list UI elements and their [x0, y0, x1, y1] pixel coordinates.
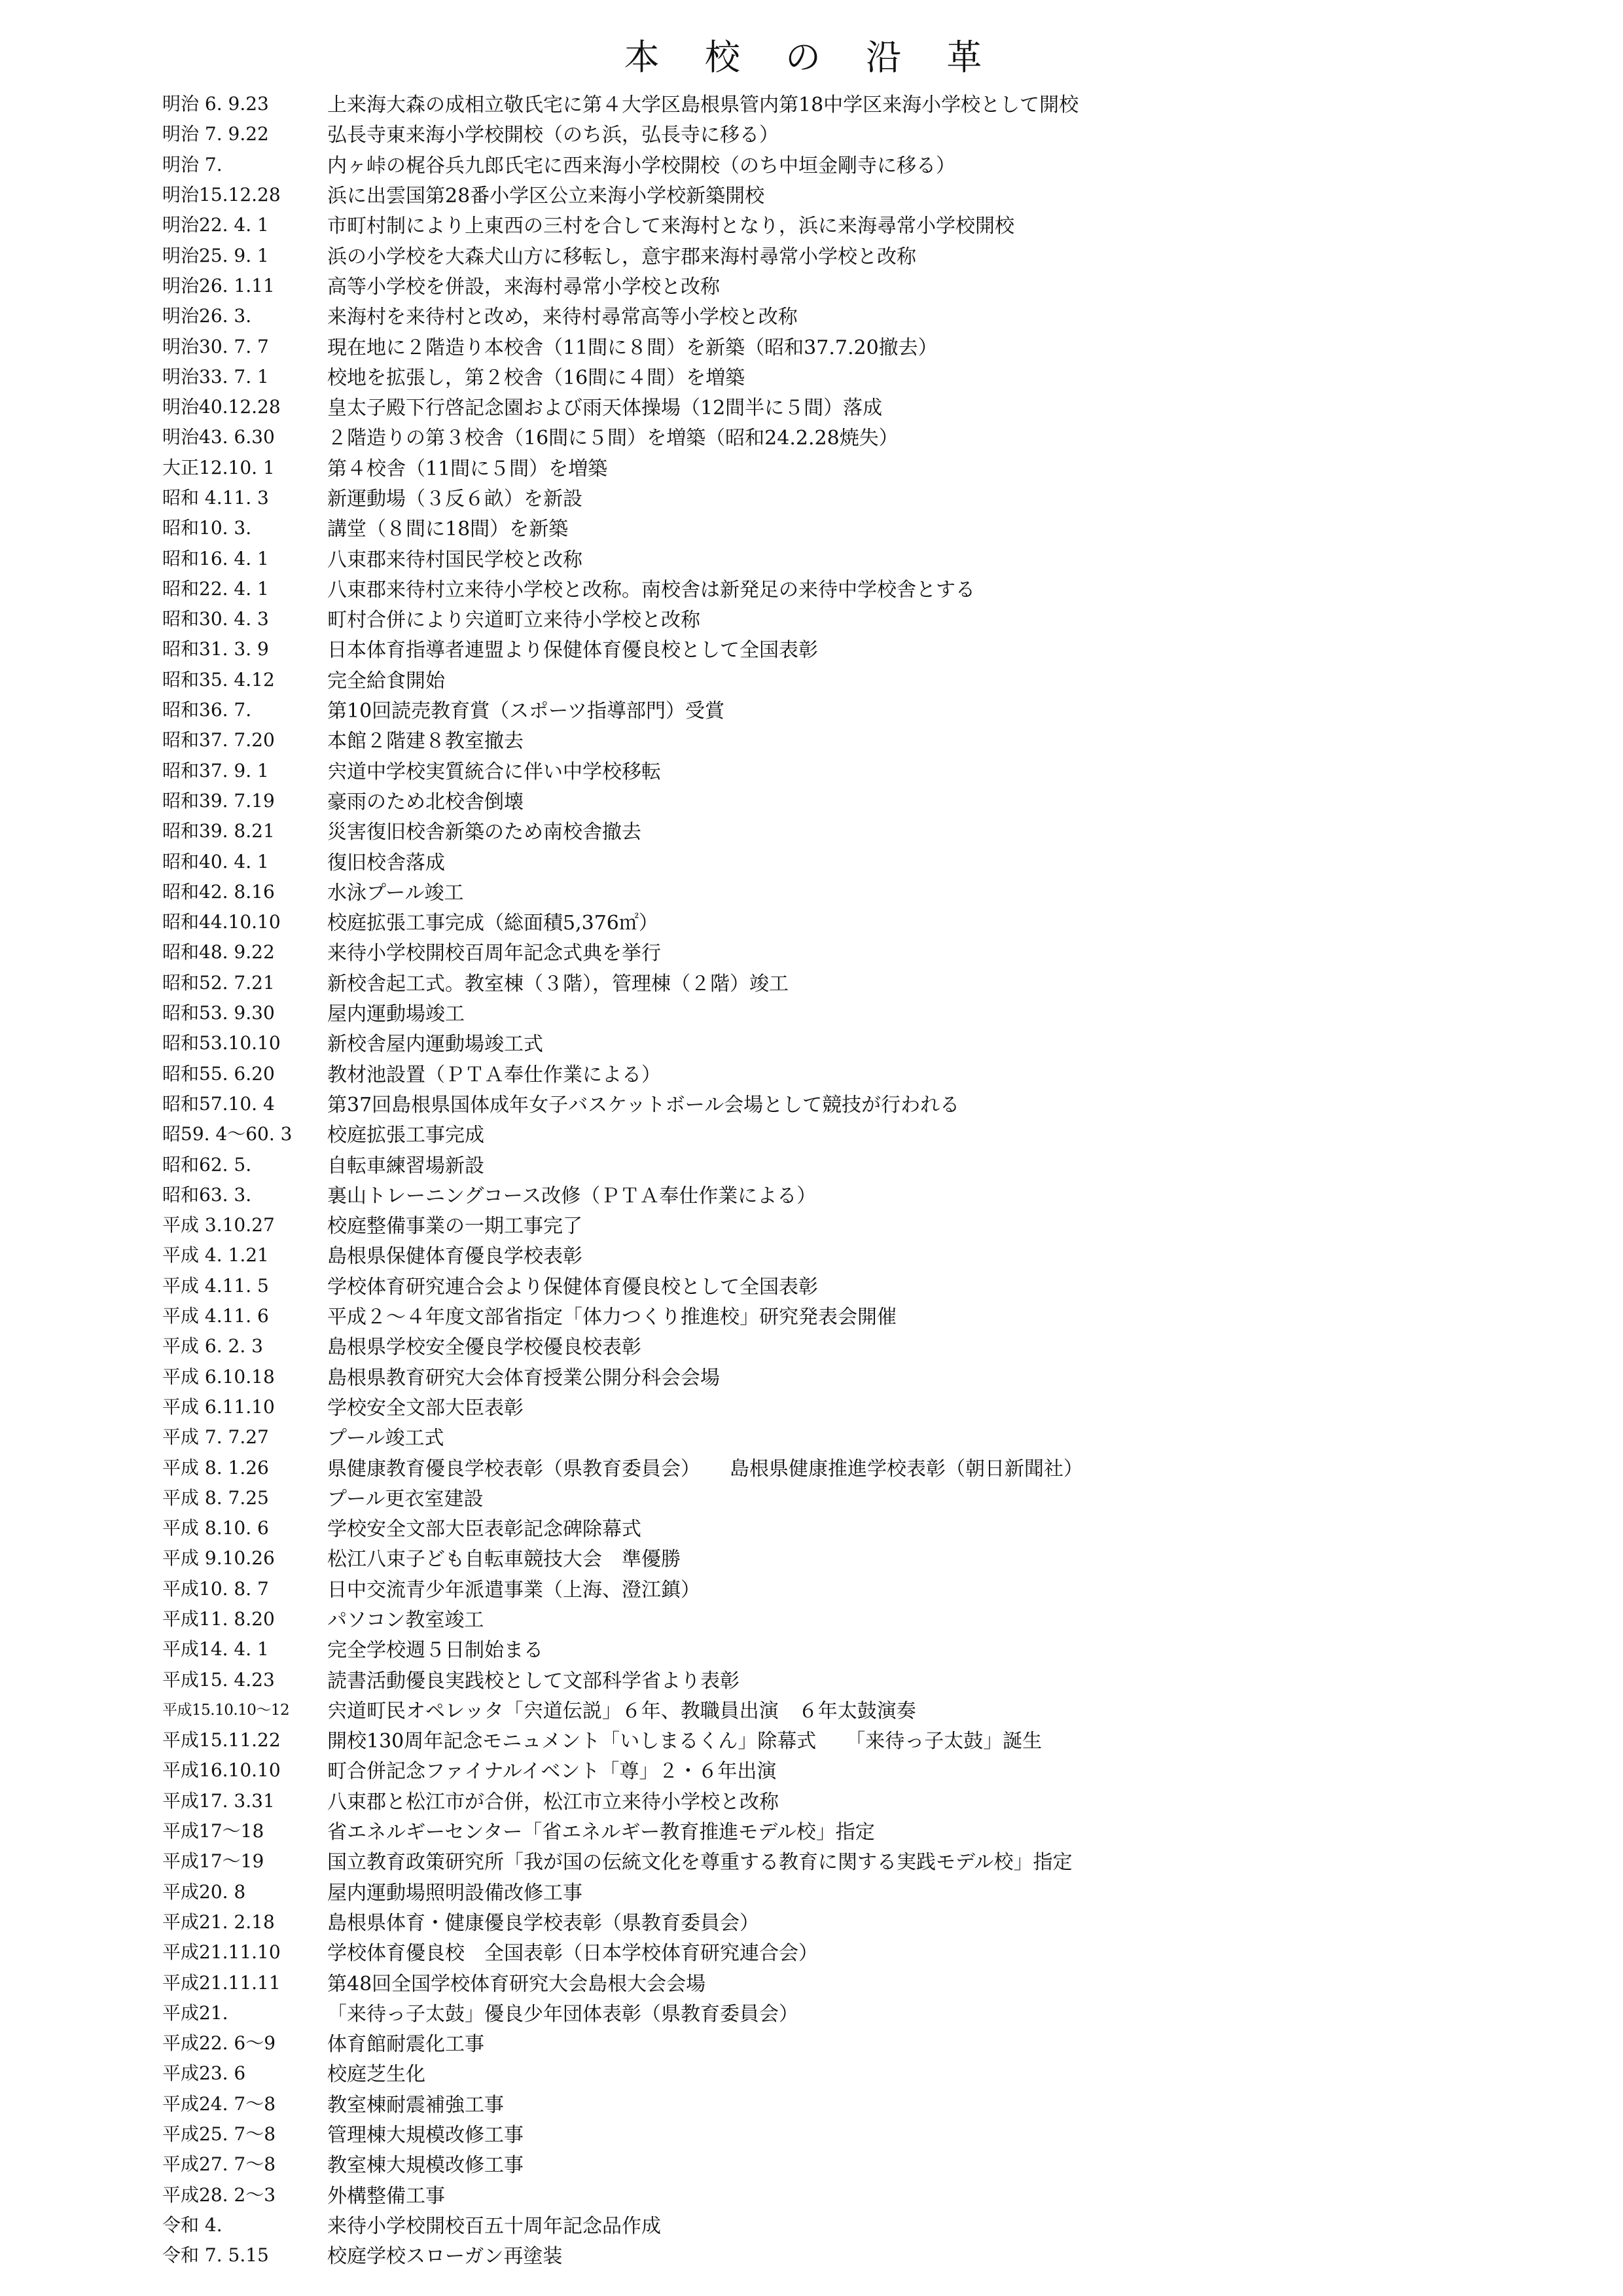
entry-event: 豪雨のため北校舎倒壊: [327, 790, 524, 814]
history-entry: [162, 1027, 1510, 1057]
entry-date: 平成28. 2〜3: [162, 2183, 276, 2206]
entry-event: 上来海大森の成相立敬氏宅に第４大学区島根県管内第18中学区来海小学校として開校: [327, 94, 1079, 117]
history-entry: [162, 1633, 1510, 1663]
entry-event: プール竣工式: [327, 1427, 444, 1450]
entry-date: 令和 7. 5.15: [162, 2244, 269, 2267]
entry-date: 昭和22. 4. 1: [162, 577, 269, 600]
entry-event: 島根県教育研究大会体育授業公開分科会会場: [327, 1366, 720, 1390]
entry-event: 島根県体育・健康優良学校表彰（県教育委員会）: [327, 1911, 759, 1935]
entry-date: 昭和53. 9.30: [162, 1002, 275, 1024]
history-entry: [162, 1997, 1510, 2027]
entry-event: 完全給食開始: [327, 669, 445, 692]
entry-date: 平成11. 8.20: [162, 1607, 275, 1630]
entry-date: 明治 7. 9.22: [162, 123, 269, 145]
entry-date: 平成21.11.11: [162, 1971, 281, 1994]
entry-date: 平成17. 3.31: [162, 1789, 275, 1812]
history-entry: [162, 1694, 1510, 1724]
entry-date: 平成15.11.22: [162, 1729, 281, 1751]
entry-date: 昭和36. 7.: [162, 699, 252, 721]
entry-date: 昭和 4.11. 3: [162, 487, 269, 509]
entry-date: 昭和37. 7.20: [162, 729, 275, 751]
entry-event: 学校安全文部大臣表彰: [327, 1396, 524, 1420]
history-entry: [162, 603, 1510, 633]
history-entry: [162, 1785, 1510, 1815]
entry-date: 平成 4. 1.21: [162, 1244, 269, 1266]
entry-event: 弘長寺東来海小学校開校（のち浜，弘長寺に移る）: [327, 124, 779, 147]
entry-date: 平成 4.11. 6: [162, 1305, 269, 1327]
entry-event: 県健康教育優良学校表彰（県教育委員会） 島根県健康推進学校表彰（朝日新聞社）: [327, 1457, 1083, 1480]
entry-event: 本館２階建８教室撤去: [327, 730, 524, 753]
history-entry: [162, 2148, 1510, 2178]
entry-date: 昭和39. 7.19: [162, 789, 275, 812]
entry-date: 平成16.10.10: [162, 1759, 281, 1782]
entry-event: 来待小学校開校百五十周年記念品作成: [327, 2214, 661, 2238]
entry-event: 第４校舎（11間に５間）を増築: [327, 457, 608, 480]
history-entry: [162, 88, 1510, 118]
entry-date: 平成 8. 7.25: [162, 1486, 269, 1509]
entry-date: 明治 6. 9.23: [162, 93, 269, 115]
history-entry: [162, 1209, 1510, 1239]
entry-date: 昭和10. 3.: [162, 517, 252, 539]
entry-date: 昭和35. 4.12: [162, 668, 275, 691]
history-entry: [162, 1845, 1510, 1875]
entry-date: 昭和37. 9. 1: [162, 759, 269, 781]
entry-date: 昭和52. 7.21: [162, 971, 275, 994]
entry-event: 読書活動優良実践校として文部科学省より表彰: [327, 1669, 740, 1693]
history-entry: [162, 270, 1510, 300]
history-entry: [162, 1966, 1510, 1996]
entry-date: 平成 8.10. 6: [162, 1517, 269, 1539]
entry-event: 町村合併により宍道町立来待小学校と改称: [327, 609, 700, 632]
entry-event: 教室棟大規模改修工事: [327, 2154, 524, 2178]
entry-event: 日中交流青少年派遣事業（上海、澄江鎮）: [327, 1578, 700, 1602]
entry-event: 省エネルギーセンター「省エネルギー教育推進モデル校」指定: [327, 1821, 875, 1844]
entry-date: 明治22. 4. 1: [162, 214, 269, 236]
entry-event: 来海村を来待村と改め，来待村尋常高等小学校と改称: [327, 306, 798, 329]
entry-event: ２階造りの第３校舎（16間に５間）を増築（昭和24.2.28焼失）: [327, 427, 899, 450]
history-entry: [162, 1512, 1510, 1542]
entry-event: 校庭学校スローガン再塗装: [327, 2245, 563, 2269]
history-entry: [162, 512, 1510, 542]
entry-event: 平成２〜４年度文部省指定「体力つくり推進校」研究発表会開催: [327, 1306, 897, 1329]
entry-date: 明治26. 3.: [162, 305, 252, 327]
history-entry: [162, 542, 1510, 572]
entry-event: 講堂（８間に18間）を新築: [327, 518, 569, 541]
entry-date: 平成 8. 1.26: [162, 1456, 269, 1479]
entry-date: 平成21.: [162, 2001, 228, 2024]
history-entry: [162, 1058, 1510, 1088]
entry-event: 浜の小学校を大森犬山方に移転し，意宇郡来海村尋常小学校と改称: [327, 245, 916, 268]
entry-event: 新運動場（３反６畝）を新設: [327, 488, 582, 511]
history-entry: [162, 1179, 1510, 1209]
history-entry: [162, 664, 1510, 694]
history-entry: [162, 815, 1510, 845]
entry-date: 昭和48. 9.22: [162, 941, 275, 963]
entry-date: 昭和55. 6.20: [162, 1062, 275, 1085]
history-entry: [162, 694, 1510, 724]
entry-event: 校庭拡張工事完成: [327, 1124, 484, 1147]
entry-event: 浜に出雲国第28番小学区公立来海小学校新築開校: [327, 185, 765, 208]
history-entry: [162, 1754, 1510, 1784]
entry-date: 平成14. 4. 1: [162, 1638, 269, 1660]
history-entry: [162, 936, 1510, 966]
entry-date: 明治43. 6.30: [162, 426, 275, 448]
history-entry: [162, 2239, 1510, 2269]
entry-event: 八束郡来待村立来待小学校と改称。南校舎は新発足の来待中学校舎とする: [327, 578, 975, 601]
entry-event: 復旧校舎落成: [327, 851, 445, 874]
history-entry: [162, 1482, 1510, 1512]
entry-event: 町合併記念ファイナルイベント「尊」２・６年出演: [327, 1760, 777, 1784]
entry-date: 平成15.10.10〜12: [162, 1702, 290, 1719]
entry-date: 大正12.10. 1: [162, 456, 275, 478]
entry-event: 宍道町民オペレッタ「宍道伝説」６年、教職員出演 ６年太鼓演奏: [327, 1699, 916, 1723]
entry-date: 平成 4.11. 5: [162, 1274, 269, 1297]
entry-date: 昭和31. 3. 9: [162, 638, 269, 660]
entry-date: 昭59. 4〜60. 3: [162, 1123, 293, 1145]
entry-event: 校地を拡張し，第２校舎（16間に４間）を増築: [327, 366, 745, 389]
history-entry: [162, 1663, 1510, 1693]
history-entry: [162, 1118, 1510, 1148]
entry-event: 教室棟耐震補強工事: [327, 2093, 504, 2117]
entry-date: 平成10. 8. 7: [162, 1577, 269, 1600]
entry-event: 第37回島根県国体成年女子バスケットボール会場として競技が行われる: [327, 1093, 960, 1117]
entry-event: 「来待っ子太鼓」優良少年団体表彰（県教育委員会）: [327, 2002, 798, 2026]
history-entry: [162, 361, 1510, 391]
history-entry: [162, 1270, 1510, 1300]
entry-date: 明治15.12.28: [162, 184, 281, 206]
entry-event: 屋内運動場照明設備改修工事: [327, 1881, 582, 1905]
history-entry: [162, 452, 1510, 482]
entry-event: 松江八束子ども自転車競技大会 準優勝: [327, 1548, 681, 1571]
history-entry: [162, 2057, 1510, 2087]
entry-event: 皇太子殿下行啓記念園および雨天体操場（12間半に５間）落成: [327, 397, 883, 420]
history-entry: [162, 1573, 1510, 1603]
entry-event: 島根県保健体育優良学校表彰: [327, 1245, 582, 1268]
entry-date: 昭和40. 4. 1: [162, 850, 269, 872]
entry-date: 平成 9.10.26: [162, 1547, 275, 1570]
entry-date: 平成21. 2.18: [162, 1910, 275, 1933]
entry-event: 学校体育優良校 全国表彰（日本学校体育研究連合会）: [327, 1942, 818, 1965]
entry-event: 裏山トレーニングコース改修（ＰＴＡ奉仕作業による）: [327, 1184, 817, 1208]
history-entry: [162, 300, 1510, 330]
history-entry: [162, 2118, 1510, 2148]
entry-event: 新校舎起工式。教室棟（３階），管理棟（２階）竣工: [327, 972, 789, 996]
history-entry: [162, 967, 1510, 997]
entry-date: 平成15. 4.23: [162, 1668, 275, 1691]
entry-event: 八束郡と松江市が合併，松江市立来待小学校と改称: [327, 1790, 779, 1814]
history-entry: [162, 330, 1510, 360]
history-entry: [162, 1542, 1510, 1572]
entry-event: プール更衣室建設: [327, 1487, 484, 1511]
history-entry: [162, 421, 1510, 451]
history-entry: [162, 179, 1510, 209]
entry-event: 学校安全文部大臣表彰記念碑除幕式: [327, 1518, 641, 1541]
entry-date: 平成27. 7〜8: [162, 2153, 276, 2176]
history-entry: [162, 209, 1510, 239]
entry-event: 管理棟大規模改修工事: [327, 2124, 524, 2147]
history-entry: [162, 573, 1510, 603]
history-entry: [162, 1451, 1510, 1481]
history-entry: [162, 1330, 1510, 1360]
history-entry: [162, 845, 1510, 875]
entry-date: 明治25. 9. 1: [162, 244, 269, 266]
entry-date: 平成23. 6: [162, 2062, 246, 2085]
entry-date: 昭和57.10. 4: [162, 1092, 275, 1115]
entry-date: 平成17〜18: [162, 1820, 264, 1842]
history-entry: [162, 118, 1510, 148]
history-entry: [162, 1421, 1510, 1451]
entry-date: 明治33. 7. 1: [162, 365, 269, 387]
history-entry: [162, 1391, 1510, 1421]
entry-date: 平成 7. 7.27: [162, 1426, 269, 1448]
entry-event: 来待小学校開校百周年記念式典を挙行: [327, 942, 661, 965]
entry-date: 平成 6. 2. 3: [162, 1335, 263, 1357]
history-entry: [162, 755, 1510, 785]
entry-event: 現在地に２階造り本校舎（11間に８間）を新築（昭和37.7.20撤去）: [327, 336, 938, 359]
history-entry: [162, 2209, 1510, 2239]
entry-event: 学校体育研究連合会より保健体育優良校として全国表彰: [327, 1275, 818, 1299]
entry-date: 昭和44.10.10: [162, 911, 281, 933]
entry-event: 校庭芝生化: [327, 2063, 425, 2087]
entry-date: 平成 6.11.10: [162, 1395, 275, 1418]
entry-event: 教材池設置（ＰＴＡ奉仕作業による）: [327, 1063, 661, 1086]
history-entry: [162, 785, 1510, 815]
entry-event: 体育館耐震化工事: [327, 2033, 484, 2056]
entry-event: 宍道中学校実質統合に伴い中学校移転: [327, 760, 661, 783]
entry-date: 平成25. 7〜8: [162, 2123, 276, 2145]
entry-event: 屋内運動場竣工: [327, 1003, 465, 1026]
entry-event: 島根県学校安全優良学校優良校表彰: [327, 1336, 641, 1359]
entry-date: 昭和62. 5.: [162, 1153, 252, 1175]
entry-date: 昭和16. 4. 1: [162, 547, 269, 569]
history-entry: [162, 2178, 1510, 2208]
history-entry: [162, 149, 1510, 179]
entry-date: 平成 3.10.27: [162, 1214, 275, 1236]
entry-event: 市町村制により上東西の三村を合して来海村となり，浜に来海尋常小学校開校: [327, 215, 1014, 238]
entry-date: 昭和39. 8.21: [162, 820, 275, 842]
entry-event: 八束郡来待村国民学校と改称: [327, 548, 582, 571]
history-entry: [162, 906, 1510, 936]
history-entry: [162, 2088, 1510, 2118]
entry-date: 平成20. 8: [162, 1880, 246, 1903]
entry-event: 新校舎屋内運動場竣工式: [327, 1033, 543, 1056]
entry-date: 明治30. 7. 7: [162, 335, 269, 357]
history-entry: [162, 1876, 1510, 1906]
history-entry: [162, 2027, 1510, 2057]
history-entry: [162, 1815, 1510, 1845]
history-list: [162, 88, 1510, 2269]
entry-event: 校庭拡張工事完成（総面積5,376㎡）: [327, 912, 658, 935]
entry-event: 校庭整備事業の一期工事完了: [327, 1215, 582, 1238]
history-entry: [162, 1603, 1510, 1633]
history-entry: [162, 876, 1510, 906]
entry-event: 完全学校週５日制始まる: [327, 1639, 543, 1662]
entry-date: 昭和30. 4. 3: [162, 608, 269, 630]
entry-date: 明治40.12.28: [162, 396, 281, 418]
entry-date: 平成22. 6〜9: [162, 2032, 276, 2054]
entry-event: 外構整備工事: [327, 2184, 445, 2208]
entry-event: 水泳プール竣工: [327, 881, 464, 905]
entry-date: 令和 4.: [162, 2214, 223, 2236]
history-entry: [162, 1088, 1510, 1118]
entry-event: 日本体育指導者連盟より保健体育優良校として全国表彰: [327, 639, 818, 662]
entry-date: 昭和63. 3.: [162, 1183, 252, 1206]
entry-date: 平成 6.10.18: [162, 1365, 275, 1388]
history-entry: [162, 482, 1510, 512]
entry-date: 明治26. 1.11: [162, 274, 275, 296]
history-entry: [162, 1360, 1510, 1390]
history-entry: [162, 1936, 1510, 1966]
entry-date: 平成24. 7〜8: [162, 2092, 276, 2115]
entry-date: 平成17〜19: [162, 1850, 264, 1873]
entry-date: 明治 7.: [162, 153, 223, 175]
entry-date: 昭和42. 8.16: [162, 880, 275, 903]
page-title: 本 校 の 沿 革: [624, 37, 999, 78]
history-entry: [162, 724, 1510, 754]
history-entry: [162, 1239, 1510, 1269]
entry-event: 第10回読売教育賞（スポーツ指導部門）受賞: [327, 700, 724, 723]
history-entry: [162, 1906, 1510, 1936]
entry-event: パソコン教室竣工: [327, 1608, 484, 1632]
entry-date: 昭和53.10.10: [162, 1032, 281, 1054]
entry-event: 自転車練習場新設: [327, 1154, 484, 1177]
entry-event: 内ヶ峠の梶谷兵九郎氏宅に西来海小学校開校（のち中垣金剛寺に移る）: [327, 154, 955, 177]
entry-event: 災害復旧校舎新築のため南校舎撤去: [327, 821, 641, 844]
history-entry: [162, 239, 1510, 269]
entry-event: 第48回全国学校体育研究大会島根大会会場: [327, 1972, 706, 1996]
history-entry: [162, 391, 1510, 421]
history-entry: [162, 997, 1510, 1027]
entry-event: 開校130周年記念モニュメント「いしまるくん」除幕式 「来待っ子太鼓」誕生: [327, 1730, 1043, 1753]
history-entry: [162, 1724, 1510, 1754]
history-entry: [162, 1300, 1510, 1330]
entry-event: 国立教育政策研究所「我が国の伝統文化を尊重する教育に関する実践モデル校」指定: [327, 1851, 1073, 1874]
entry-event: 高等小学校を併設，来海村尋常小学校と改称: [327, 275, 720, 298]
history-entry: [162, 633, 1510, 663]
entry-date: 平成21.11.10: [162, 1941, 281, 1964]
history-entry: [162, 1148, 1510, 1178]
